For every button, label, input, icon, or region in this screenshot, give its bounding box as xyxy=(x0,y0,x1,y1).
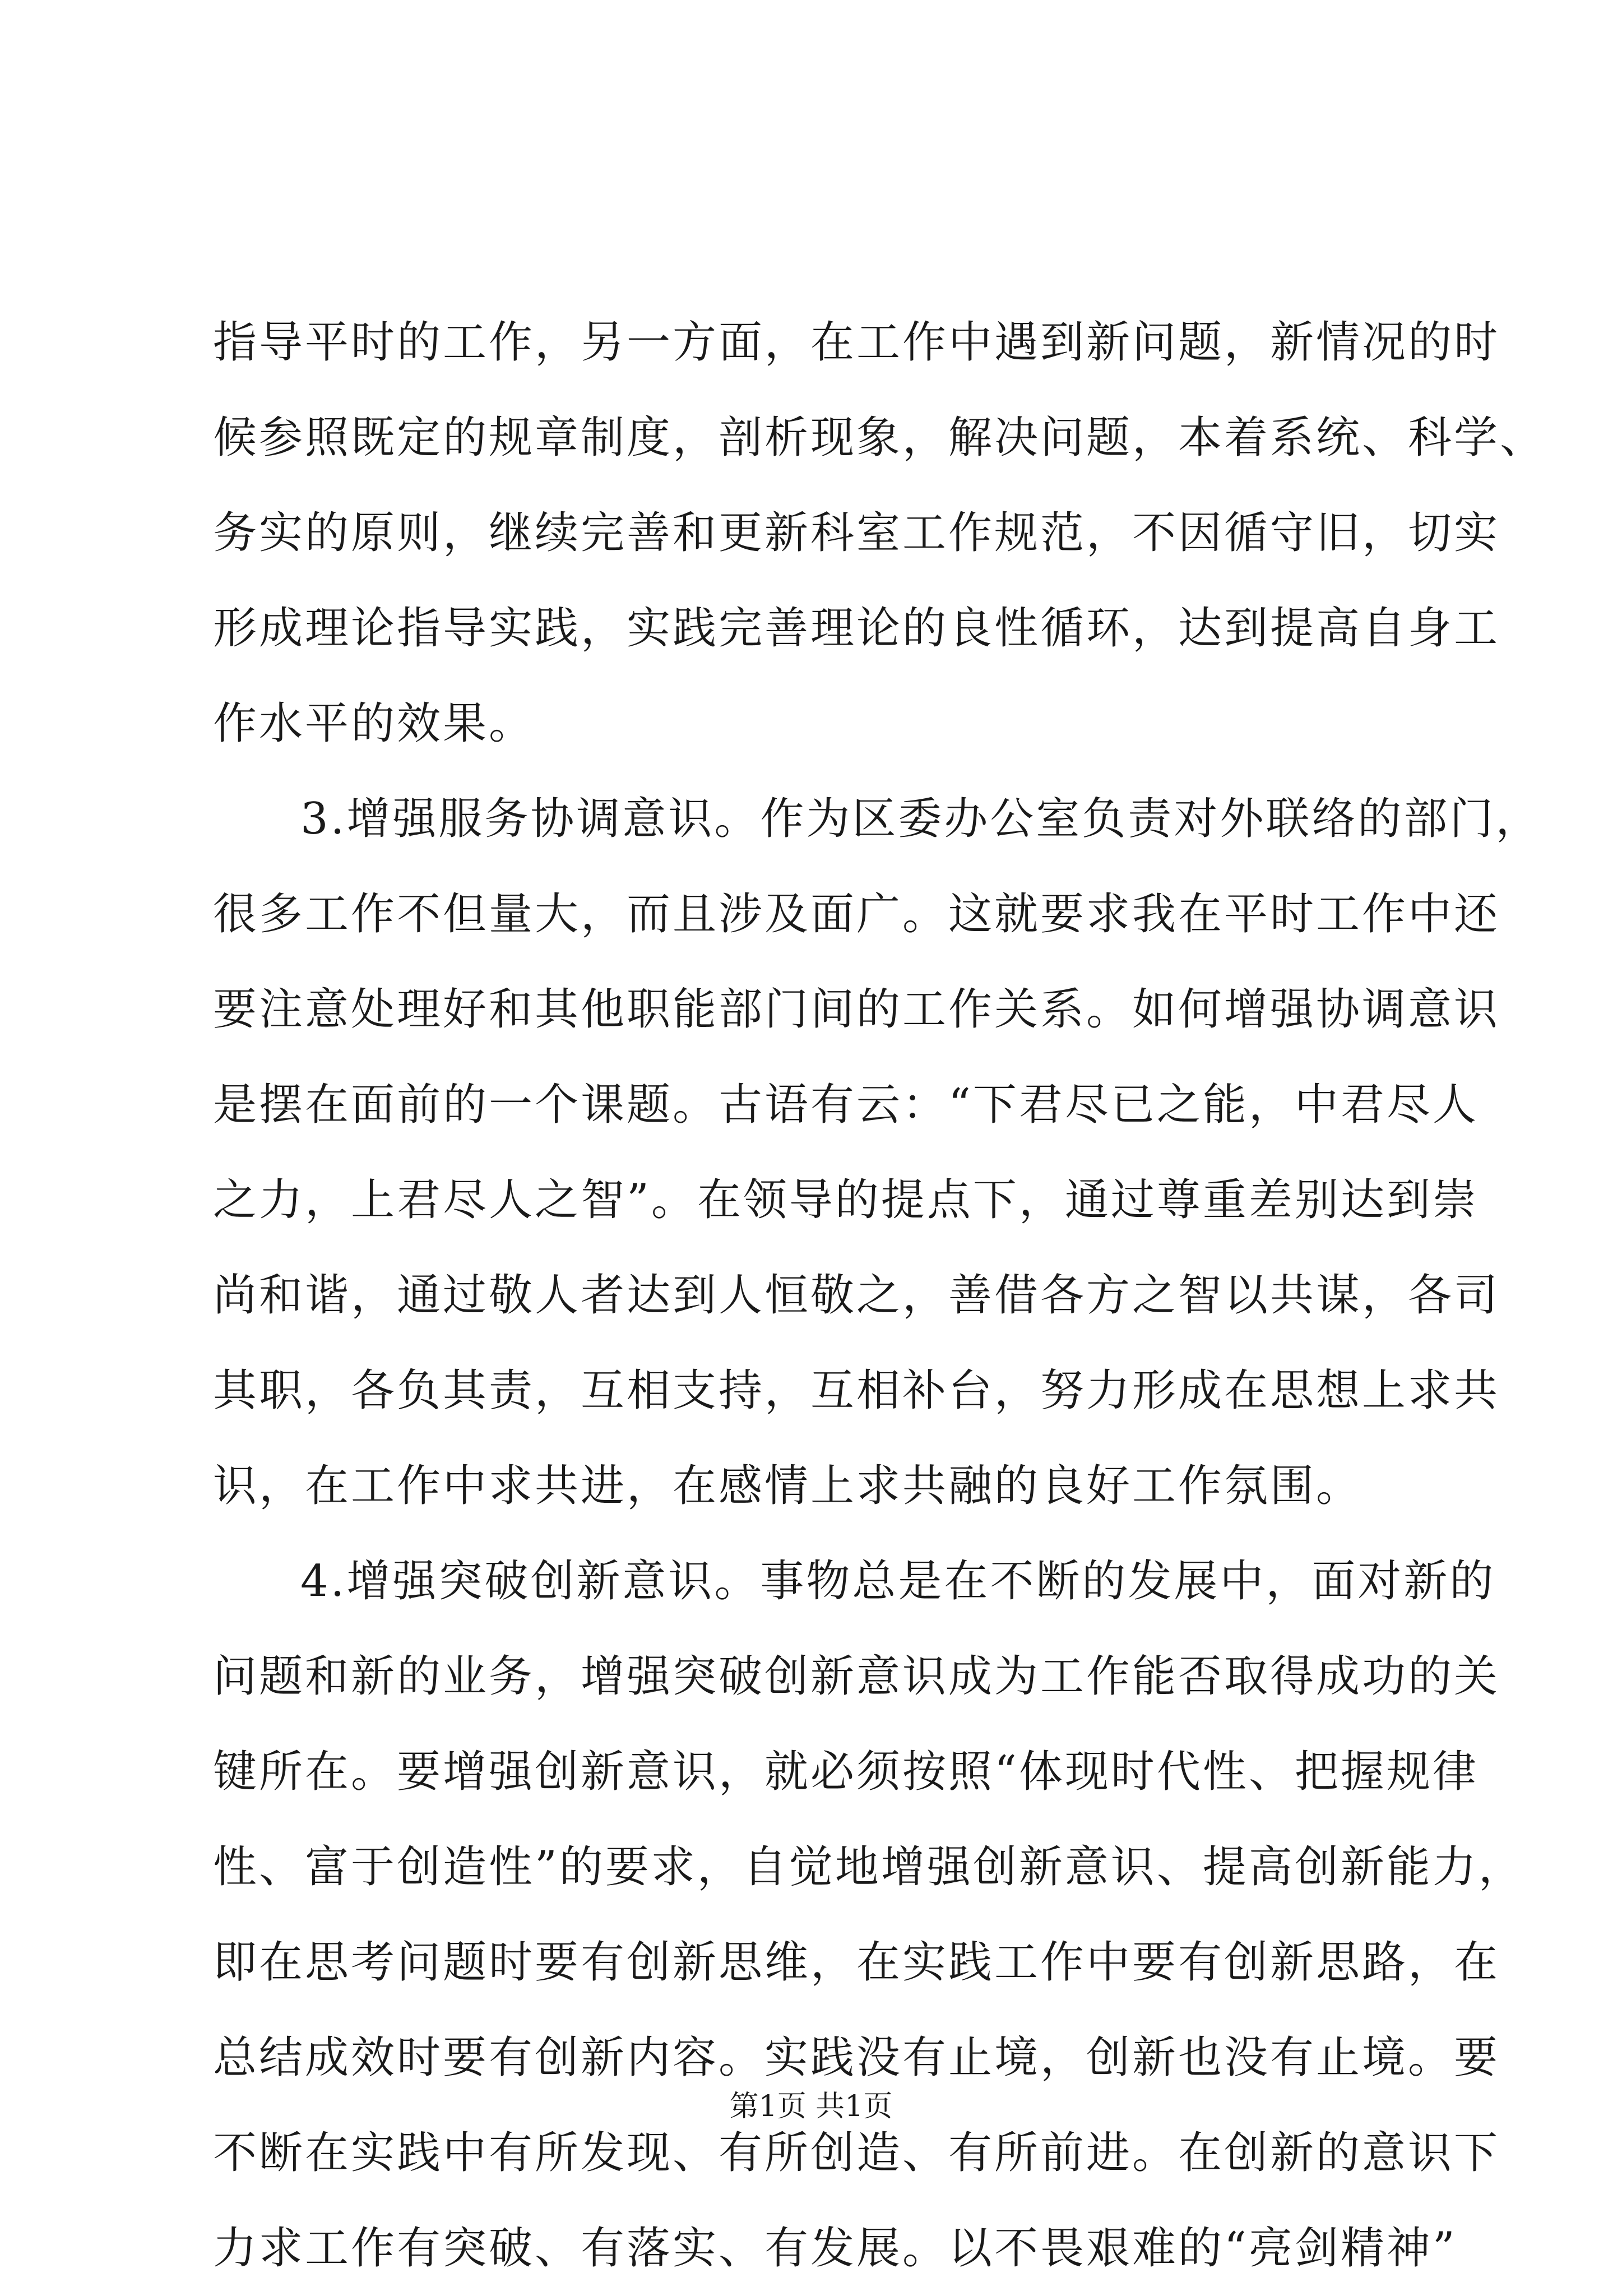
text-line: 之力，上君尽人之智”。在领导的提点下，通过尊重差别达到崇 xyxy=(213,1175,1479,1225)
text-line: 不断在实践中有所发现、有所创造、有所前进。在创新的意识下 xyxy=(213,2128,1500,2178)
paragraph-heading-4: 4.增强突破创新意识。事物总是在不断的发展中，面对新的 xyxy=(300,1556,1496,1607)
text-line: 候参照既定的规章制度，剖析现象，解决问题，本着系统、科学、 xyxy=(213,413,1546,463)
text-line: 尚和谐，通过敬人者达到人恒敬之，善借各方之智以共谋，各司 xyxy=(213,1270,1500,1321)
text-line: 很多工作不但量大，而且涉及面广。这就要求我在平时工作中还 xyxy=(213,889,1500,939)
text-line: 作水平的效果。 xyxy=(213,698,535,749)
text-line: 性、富于创造性”的要求，自觉地增强创新意识、提高创新能力， xyxy=(213,1842,1524,1892)
text-line: 总结成效时要有创新内容。实践没有止境，创新也没有止境。要 xyxy=(213,2033,1500,2083)
paragraph-heading-3: 3.增强服务协调意识。作为区委办公室负责对外联络的部门， xyxy=(300,794,1542,844)
text-line: 要注意处理好和其他职能部门间的工作关系。如何增强协调意识 xyxy=(213,984,1500,1035)
text-line: 指导平时的工作，另一方面，在工作中遇到新问题，新情况的时 xyxy=(213,317,1500,368)
text-line: 即在思考问题时要有创新思维，在实践工作中要有创新思路，在 xyxy=(213,1937,1500,1988)
text-line: 是摆在面前的一个课题。古语有云：“下君尽已之能，中君尽人 xyxy=(213,1080,1479,1130)
text-line: 务实的原则，继续完善和更新科室工作规范，不因循守旧，切实 xyxy=(213,508,1500,558)
text-line: 力求工作有突破、有落实、有发展。以不畏艰难的“亮剑精神” xyxy=(213,2223,1457,2274)
text-line: 识，在工作中求共进，在感情上求共融的良好工作氛围。 xyxy=(213,1461,1363,1511)
text-line: 问题和新的业务，增强突破创新意识成为工作能否取得成功的关 xyxy=(213,1651,1500,1702)
text-line: 形成理论指导实践，实践完善理论的良性循环，达到提高自身工 xyxy=(213,603,1500,654)
page-footer: 第1页 共1页 xyxy=(729,2090,893,2123)
text-line: 键所在。要增强创新意识，就必须按照“体现时代性、把握规律 xyxy=(213,1747,1479,1797)
text-line: 其职，各负其责，互相支持，互相补台，努力形成在思想上求共 xyxy=(213,1365,1500,1416)
